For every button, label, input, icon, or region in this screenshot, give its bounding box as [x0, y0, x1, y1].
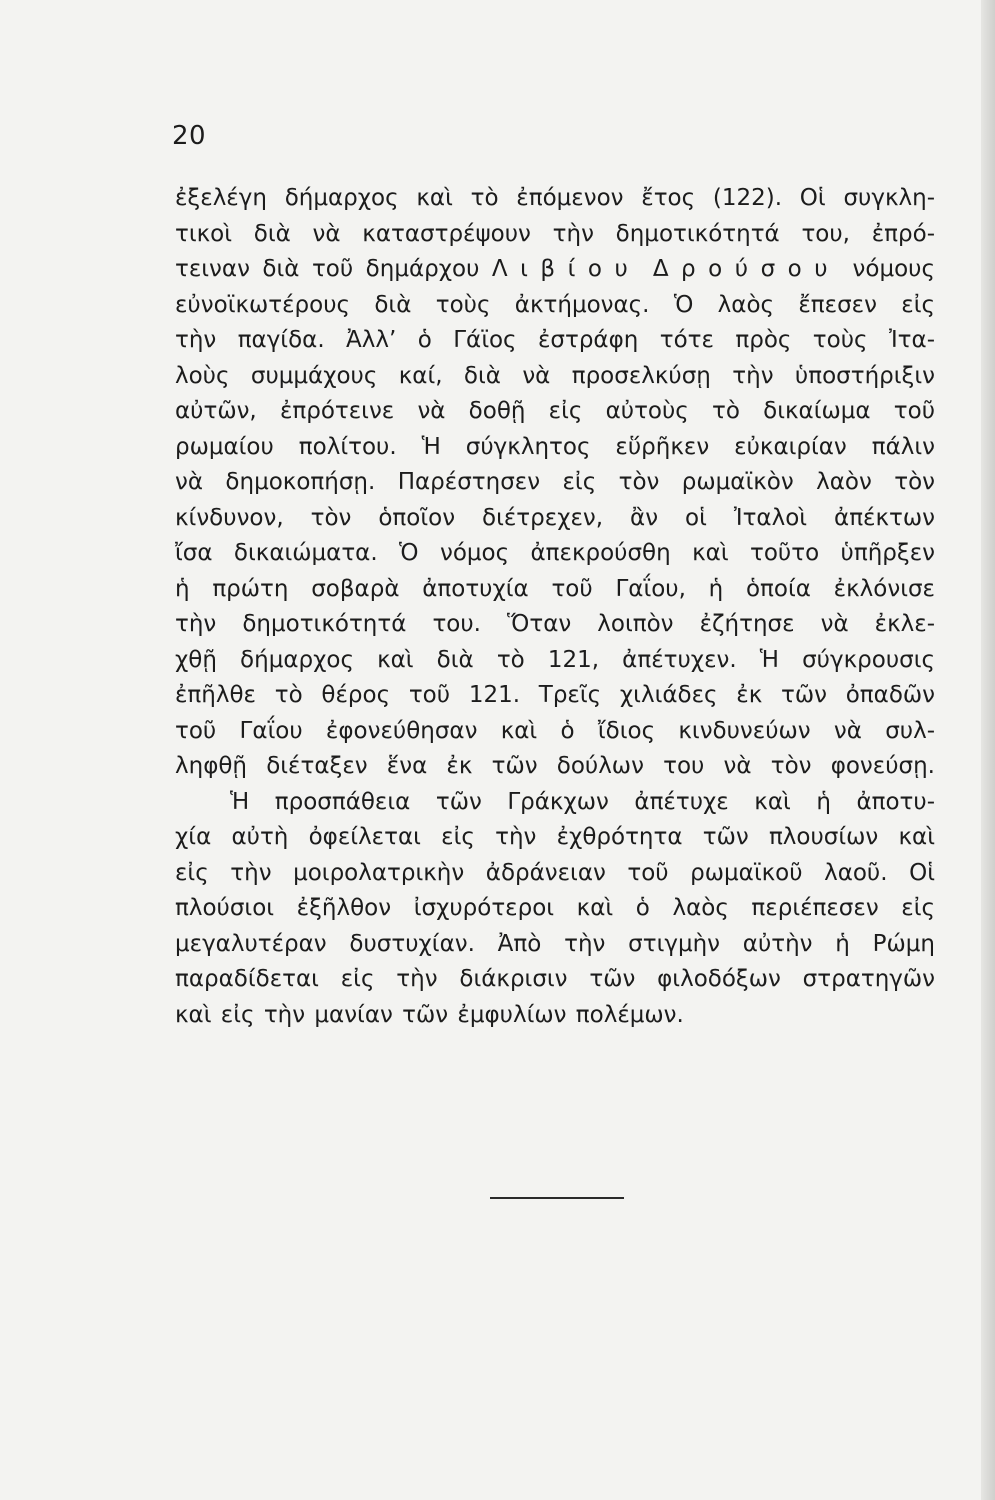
paragraph-last-line: καὶ εἰς τὴν μανίαν τῶν ἐμφυλίων πολέμων. [175, 1001, 684, 1028]
text-line: ληφθῇ διέταξεν ἕνα ἐκ τῶν δούλων του νὰ τὸν φονεύσῃ. [175, 753, 935, 779]
text-line: εὐνοϊκωτέρους διὰ τοὺς ἀκτήμονας. Ὁ λαὸς ἔπεσεν εἰς [175, 291, 935, 318]
text-line: νὰ δημοκοπήσῃ. Παρέστησεν εἰς τὸν ρωμαϊκὸν λαὸν τὸν [175, 469, 935, 495]
paragraph-first-line: Ἡ προσπάθεια τῶν Γράκχων ἀπέτυχε καὶ ἡ ἀποτυ- [230, 788, 935, 815]
section-divider [490, 1197, 624, 1199]
text-line: αὐτῶν, ἐπρότεινε νὰ δοθῇ εἰς αὐτοὺς τὸ δικαίωμα τοῦ [175, 398, 935, 424]
text-line: τὴν δημοτικότητά του. Ὅταν λοιπὸν ἐζήτησε νὰ ἐκλε- [175, 611, 935, 637]
text-line: πλούσιοι ἐξῆλθον ἰσχυρότεροι καὶ ὁ λαὸς περιέπεσεν εἰς [175, 895, 935, 921]
text-line: κίνδυνον, τὸν ὁποῖον διέτρεχεν, ἂν οἱ Ἰταλοὶ ἀπέκτων [175, 504, 935, 531]
text-line: μεγαλυτέραν δυστυχίαν. Ἀπὸ τὴν στιγμὴν αὐτὴν ἡ Ρώμη [175, 930, 935, 957]
text-line: παραδίδεται εἰς τὴν διάκρισιν τῶν φιλοδόξων στρατηγῶν [175, 966, 935, 992]
text-line: τὴν παγίδα. Ἀλλ’ ὁ Γάϊος ἐστράφη τότε πρὸς τοὺς Ἰτα- [175, 327, 935, 353]
text-line: λοὺς συμμάχους καί, διὰ νὰ προσελκύσῃ τὴν ὑποστήριξιν [175, 362, 935, 389]
text-line: τικοὶ διὰ νὰ καταστρέψουν τὴν δημοτικότητά του, ἐπρό- [175, 220, 935, 247]
page-number: 20 [172, 121, 207, 151]
text-line: τοῦ Γαΐου ἐφονεύθησαν καὶ ὁ ἴδιος κινδυνεύων νὰ συλ- [175, 717, 935, 744]
text-line: ἴσα δικαιώματα. Ὁ νόμος ἀπεκρούσθη καὶ τοῦτο ὑπῆρξεν [175, 540, 935, 566]
text-line: ἡ πρώτη σοβαρὰ ἀποτυχία τοῦ Γαΐου, ἡ ὁποία ἐκλόνισε [175, 575, 935, 602]
page-edge-shadow [981, 0, 995, 1500]
text-line: εἰς τὴν μοιρολατρικὴν ἀδράνειαν τοῦ ρωμαϊκοῦ λαοῦ. Οἱ [175, 859, 935, 886]
text-line: ρωμαίου πολίτου. Ἡ σύγκλητος εὕρῆκεν εὐκαιρίαν πάλιν [175, 433, 935, 460]
text-line: ἐξελέγη δήμαρχος καὶ τὸ ἐπόμενον ἔτος (122). Οἱ συγκλη- [175, 185, 935, 211]
text-line: ἐπῆλθε τὸ θέρος τοῦ 121. Τρεῖς χιλιάδες ἐκ τῶν ὀπαδῶν [175, 682, 935, 708]
text-line: τειναν διὰ τοῦ δημάρχου Λ ι β ί ο υ Δ ρ ο ύ σ ο υ νόμους [175, 256, 935, 282]
text-line: χία αὐτὴ ὀφείλεται εἰς τὴν ἐχθρότητα τῶν πλουσίων καὶ [175, 824, 935, 850]
body-text [175, 181, 935, 1033]
text-line: χθῇ δήμαρχος καὶ διὰ τὸ 121, ἀπέτυχεν. Ἡ σύγκρουσις [175, 646, 935, 673]
